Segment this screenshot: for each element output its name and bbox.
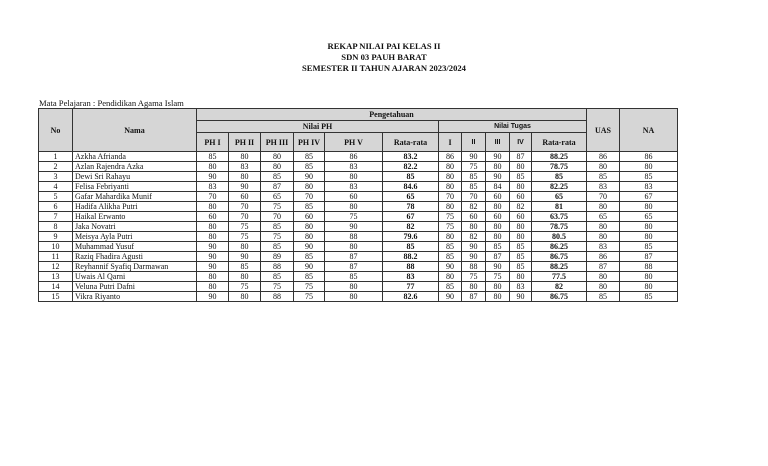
col-header-ph-3: PH III (261, 133, 294, 152)
ph-average: 65 (383, 192, 439, 202)
tugas-average: 78.75 (532, 222, 587, 232)
tugas-average: 86.25 (532, 242, 587, 252)
col-header-ph-2: PH II (229, 133, 261, 152)
tugas-4-score: 85 (510, 252, 532, 262)
uas-score: 80 (587, 202, 620, 212)
ph-3-score: 80 (261, 162, 294, 172)
tugas-2-score: 80 (462, 282, 486, 292)
tugas-2-score: 75 (462, 162, 486, 172)
row-number: 2 (39, 162, 73, 172)
tugas-1-score: 85 (439, 252, 462, 262)
na-score: 80 (620, 272, 678, 282)
tugas-4-score: 80 (510, 272, 532, 282)
tugas-1-score: 80 (439, 172, 462, 182)
tugas-4-score: 85 (510, 262, 532, 272)
na-score: 67 (620, 192, 678, 202)
student-name: Felisa Febriyanti (73, 182, 197, 192)
ph-4-score: 70 (294, 192, 325, 202)
ph-5-score: 75 (325, 212, 383, 222)
student-name: Jaka Novatri (73, 222, 197, 232)
col-header-ph-5: PH V (325, 133, 383, 152)
title-line-1: REKAP NILAI PAI KELAS II (327, 41, 441, 51)
na-score: 85 (620, 172, 678, 182)
na-score: 87 (620, 252, 678, 262)
report-title (0, 41, 768, 74)
col-header-na: NA (620, 109, 678, 152)
row-number: 15 (39, 292, 73, 302)
tugas-3-score: 90 (486, 152, 510, 162)
na-score: 80 (620, 162, 678, 172)
student-name: Azlan Rajendra Azka (73, 162, 197, 172)
tugas-4-score: 80 (510, 232, 532, 242)
tugas-4-score: 60 (510, 212, 532, 222)
ph-1-score: 60 (197, 212, 229, 222)
table-row (39, 162, 678, 172)
tugas-2-score: 82 (462, 232, 486, 242)
tugas-4-score: 80 (510, 162, 532, 172)
na-score: 85 (620, 292, 678, 302)
ph-4-score: 60 (294, 212, 325, 222)
na-score: 80 (620, 282, 678, 292)
na-score: 85 (620, 242, 678, 252)
row-number: 1 (39, 152, 73, 162)
ph-5-score: 60 (325, 192, 383, 202)
uas-score: 85 (587, 292, 620, 302)
ph-4-score: 80 (294, 182, 325, 192)
uas-score: 83 (587, 242, 620, 252)
ph-average: 85 (383, 242, 439, 252)
tugas-average: 88.25 (532, 152, 587, 162)
tugas-4-score: 80 (510, 182, 532, 192)
tugas-1-score: 86 (439, 152, 462, 162)
tugas-3-score: 75 (486, 272, 510, 282)
row-number: 11 (39, 252, 73, 262)
row-number: 8 (39, 222, 73, 232)
tugas-1-score: 80 (439, 162, 462, 172)
student-name: Muhammad Yusuf (73, 242, 197, 252)
ph-2-score: 80 (229, 272, 261, 282)
col-header-tugas-avg: Rata-rata (532, 133, 587, 152)
student-name: Meisya Ayla Putri (73, 232, 197, 242)
tugas-average: 86.75 (532, 292, 587, 302)
ph-5-score: 80 (325, 292, 383, 302)
table-row (39, 292, 678, 302)
ph-3-score: 85 (261, 242, 294, 252)
uas-score: 80 (587, 162, 620, 172)
tugas-2-score: 85 (462, 172, 486, 182)
ph-1-score: 85 (197, 152, 229, 162)
uas-score: 80 (587, 282, 620, 292)
col-header-nilai-ph: Nilai PH (197, 121, 439, 133)
tugas-2-score: 80 (462, 222, 486, 232)
row-number: 7 (39, 212, 73, 222)
ph-4-score: 80 (294, 232, 325, 242)
ph-1-score: 80 (197, 282, 229, 292)
ph-average: 79.6 (383, 232, 439, 242)
col-header-no: No (39, 109, 73, 152)
ph-5-score: 80 (325, 172, 383, 182)
subject-label: Mata Pelajaran : Pendidikan Agama Islam (39, 98, 184, 108)
ph-3-score: 75 (261, 232, 294, 242)
na-score: 86 (620, 152, 678, 162)
ph-5-score: 90 (325, 222, 383, 232)
ph-average: 82 (383, 222, 439, 232)
col-header-ph-avg: Rata-rata (383, 133, 439, 152)
title-line-2: SDN 03 PAUH BARAT (341, 52, 427, 62)
ph-1-score: 80 (197, 232, 229, 242)
ph-1-score: 90 (197, 262, 229, 272)
ph-3-score: 89 (261, 252, 294, 262)
row-number: 3 (39, 172, 73, 182)
ph-3-score: 65 (261, 192, 294, 202)
row-number: 13 (39, 272, 73, 282)
ph-3-score: 85 (261, 272, 294, 282)
tugas-average: 78.75 (532, 162, 587, 172)
tugas-4-score: 60 (510, 192, 532, 202)
ph-2-score: 90 (229, 182, 261, 192)
ph-5-score: 86 (325, 152, 383, 162)
tugas-1-score: 80 (439, 182, 462, 192)
tugas-average: 77.5 (532, 272, 587, 282)
student-name: Reyhannif Syafiq Darmawan (73, 262, 197, 272)
tugas-1-score: 75 (439, 222, 462, 232)
ph-average: 88.2 (383, 252, 439, 262)
tugas-3-score: 90 (486, 262, 510, 272)
uas-score: 80 (587, 232, 620, 242)
student-name: Raziq Fhadira Agusti (73, 252, 197, 262)
ph-5-score: 83 (325, 182, 383, 192)
ph-4-score: 90 (294, 172, 325, 182)
tugas-3-score: 84 (486, 182, 510, 192)
ph-average: 67 (383, 212, 439, 222)
table-row (39, 182, 678, 192)
tugas-4-score: 82 (510, 202, 532, 212)
ph-4-score: 85 (294, 152, 325, 162)
ph-1-score: 90 (197, 172, 229, 182)
col-header-tugas-3: III (486, 133, 510, 152)
ph-4-score: 75 (294, 282, 325, 292)
tugas-1-score: 70 (439, 192, 462, 202)
tugas-3-score: 80 (486, 282, 510, 292)
ph-1-score: 90 (197, 292, 229, 302)
student-name: Uwais Al Qarni (73, 272, 197, 282)
table-row (39, 152, 678, 162)
row-number: 6 (39, 202, 73, 212)
tugas-2-score: 70 (462, 192, 486, 202)
na-score: 83 (620, 182, 678, 192)
tugas-1-score: 80 (439, 272, 462, 282)
ph-1-score: 80 (197, 222, 229, 232)
ph-2-score: 80 (229, 292, 261, 302)
ph-5-score: 83 (325, 162, 383, 172)
tugas-1-score: 90 (439, 262, 462, 272)
tugas-3-score: 60 (486, 192, 510, 202)
tugas-2-score: 60 (462, 212, 486, 222)
ph-5-score: 85 (325, 272, 383, 282)
ph-average: 88 (383, 262, 439, 272)
row-number: 14 (39, 282, 73, 292)
student-name: Azkha Afrianda (73, 152, 197, 162)
uas-score: 85 (587, 172, 620, 182)
row-number: 5 (39, 192, 73, 202)
col-header-nilai-tugas: Nilai Tugas (439, 121, 587, 133)
uas-score: 86 (587, 252, 620, 262)
na-score: 80 (620, 232, 678, 242)
ph-1-score: 83 (197, 182, 229, 192)
tugas-4-score: 80 (510, 222, 532, 232)
tugas-2-score: 88 (462, 262, 486, 272)
ph-average: 83 (383, 272, 439, 282)
ph-5-score: 88 (325, 232, 383, 242)
ph-4-score: 75 (294, 292, 325, 302)
ph-4-score: 85 (294, 202, 325, 212)
ph-3-score: 85 (261, 222, 294, 232)
tugas-1-score: 90 (439, 292, 462, 302)
col-header-tugas-4: IV (510, 133, 532, 152)
tugas-1-score: 85 (439, 282, 462, 292)
ph-2-score: 90 (229, 252, 261, 262)
uas-score: 70 (587, 192, 620, 202)
row-number: 9 (39, 232, 73, 242)
ph-average: 77 (383, 282, 439, 292)
tugas-4-score: 83 (510, 282, 532, 292)
tugas-average: 88.25 (532, 262, 587, 272)
ph-average: 85 (383, 172, 439, 182)
ph-average: 78 (383, 202, 439, 212)
title-line-3: SEMESTER II TAHUN AJARAN 2023/2024 (302, 63, 466, 73)
ph-4-score: 85 (294, 272, 325, 282)
row-number: 12 (39, 262, 73, 272)
tugas-2-score: 85 (462, 182, 486, 192)
tugas-average: 65 (532, 192, 587, 202)
row-number: 4 (39, 182, 73, 192)
ph-2-score: 75 (229, 232, 261, 242)
ph-2-score: 80 (229, 152, 261, 162)
table-row (39, 252, 678, 262)
tugas-2-score: 90 (462, 152, 486, 162)
table-row (39, 282, 678, 292)
table-row (39, 232, 678, 242)
ph-5-score: 80 (325, 202, 383, 212)
student-name: Vikra Riyanto (73, 292, 197, 302)
ph-4-score: 90 (294, 242, 325, 252)
tugas-average: 81 (532, 202, 587, 212)
ph-1-score: 70 (197, 192, 229, 202)
na-score: 65 (620, 212, 678, 222)
table-row (39, 172, 678, 182)
ph-3-score: 88 (261, 292, 294, 302)
tugas-average: 82.25 (532, 182, 587, 192)
tugas-2-score: 90 (462, 242, 486, 252)
tugas-4-score: 90 (510, 292, 532, 302)
na-score: 80 (620, 222, 678, 232)
ph-3-score: 88 (261, 262, 294, 272)
ph-5-score: 80 (325, 242, 383, 252)
table-row (39, 212, 678, 222)
ph-average: 82.2 (383, 162, 439, 172)
tugas-4-score: 85 (510, 242, 532, 252)
ph-2-score: 83 (229, 162, 261, 172)
tugas-3-score: 60 (486, 212, 510, 222)
table-row (39, 272, 678, 282)
tugas-average: 85 (532, 172, 587, 182)
tugas-4-score: 85 (510, 172, 532, 182)
na-score: 88 (620, 262, 678, 272)
ph-1-score: 90 (197, 252, 229, 262)
col-header-ph-4: PH IV (294, 133, 325, 152)
tugas-1-score: 75 (439, 212, 462, 222)
uas-score: 65 (587, 212, 620, 222)
ph-5-score: 87 (325, 252, 383, 262)
ph-4-score: 85 (294, 162, 325, 172)
ph-1-score: 80 (197, 202, 229, 212)
col-header-nama: Nama (73, 109, 197, 152)
student-name: Hadifa Alikha Putri (73, 202, 197, 212)
tugas-3-score: 80 (486, 232, 510, 242)
ph-2-score: 70 (229, 202, 261, 212)
ph-average: 82.6 (383, 292, 439, 302)
ph-5-score: 87 (325, 262, 383, 272)
ph-3-score: 70 (261, 212, 294, 222)
ph-2-score: 75 (229, 282, 261, 292)
table-row (39, 192, 678, 202)
tugas-2-score: 87 (462, 292, 486, 302)
tugas-2-score: 90 (462, 252, 486, 262)
col-header-tugas-1: I (439, 133, 462, 152)
tugas-3-score: 80 (486, 202, 510, 212)
ph-4-score: 85 (294, 252, 325, 262)
grades-table (38, 108, 678, 302)
tugas-2-score: 82 (462, 202, 486, 212)
table-row (39, 242, 678, 252)
ph-2-score: 70 (229, 212, 261, 222)
uas-score: 86 (587, 152, 620, 162)
tugas-3-score: 85 (486, 242, 510, 252)
student-name: Dewi Sri Rahayu (73, 172, 197, 182)
tugas-3-score: 80 (486, 162, 510, 172)
col-header-tugas-2: II (462, 133, 486, 152)
ph-2-score: 60 (229, 192, 261, 202)
ph-3-score: 85 (261, 172, 294, 182)
tugas-3-score: 80 (486, 292, 510, 302)
ph-2-score: 80 (229, 242, 261, 252)
table-row (39, 202, 678, 212)
uas-score: 80 (587, 222, 620, 232)
tugas-average: 82 (532, 282, 587, 292)
ph-3-score: 75 (261, 282, 294, 292)
na-score: 80 (620, 202, 678, 212)
student-name: Veluna Putri Dafni (73, 282, 197, 292)
ph-4-score: 90 (294, 262, 325, 272)
tugas-1-score: 85 (439, 242, 462, 252)
ph-4-score: 80 (294, 222, 325, 232)
col-header-uas: UAS (587, 109, 620, 152)
col-header-pengetahuan: Pengetahuan (197, 109, 587, 121)
ph-5-score: 80 (325, 282, 383, 292)
tugas-2-score: 75 (462, 272, 486, 282)
table-row (39, 222, 678, 232)
ph-2-score: 75 (229, 222, 261, 232)
ph-3-score: 80 (261, 152, 294, 162)
uas-score: 87 (587, 262, 620, 272)
tugas-average: 80.5 (532, 232, 587, 242)
table-body (39, 152, 678, 302)
col-header-ph-1: PH I (197, 133, 229, 152)
ph-1-score: 80 (197, 272, 229, 282)
ph-3-score: 75 (261, 202, 294, 212)
tugas-1-score: 80 (439, 202, 462, 212)
tugas-4-score: 87 (510, 152, 532, 162)
ph-average: 83.2 (383, 152, 439, 162)
ph-2-score: 80 (229, 172, 261, 182)
tugas-average: 63.75 (532, 212, 587, 222)
student-name: Haikal Erwanto (73, 212, 197, 222)
tugas-1-score: 80 (439, 232, 462, 242)
ph-average: 84.6 (383, 182, 439, 192)
tugas-average: 86.75 (532, 252, 587, 262)
uas-score: 83 (587, 182, 620, 192)
ph-3-score: 87 (261, 182, 294, 192)
tugas-3-score: 80 (486, 222, 510, 232)
uas-score: 80 (587, 272, 620, 282)
tugas-3-score: 87 (486, 252, 510, 262)
table-row (39, 262, 678, 272)
ph-1-score: 90 (197, 242, 229, 252)
ph-2-score: 85 (229, 262, 261, 272)
student-name: Gafar Mahardika Munif (73, 192, 197, 202)
row-number: 10 (39, 242, 73, 252)
ph-1-score: 80 (197, 162, 229, 172)
tugas-3-score: 90 (486, 172, 510, 182)
